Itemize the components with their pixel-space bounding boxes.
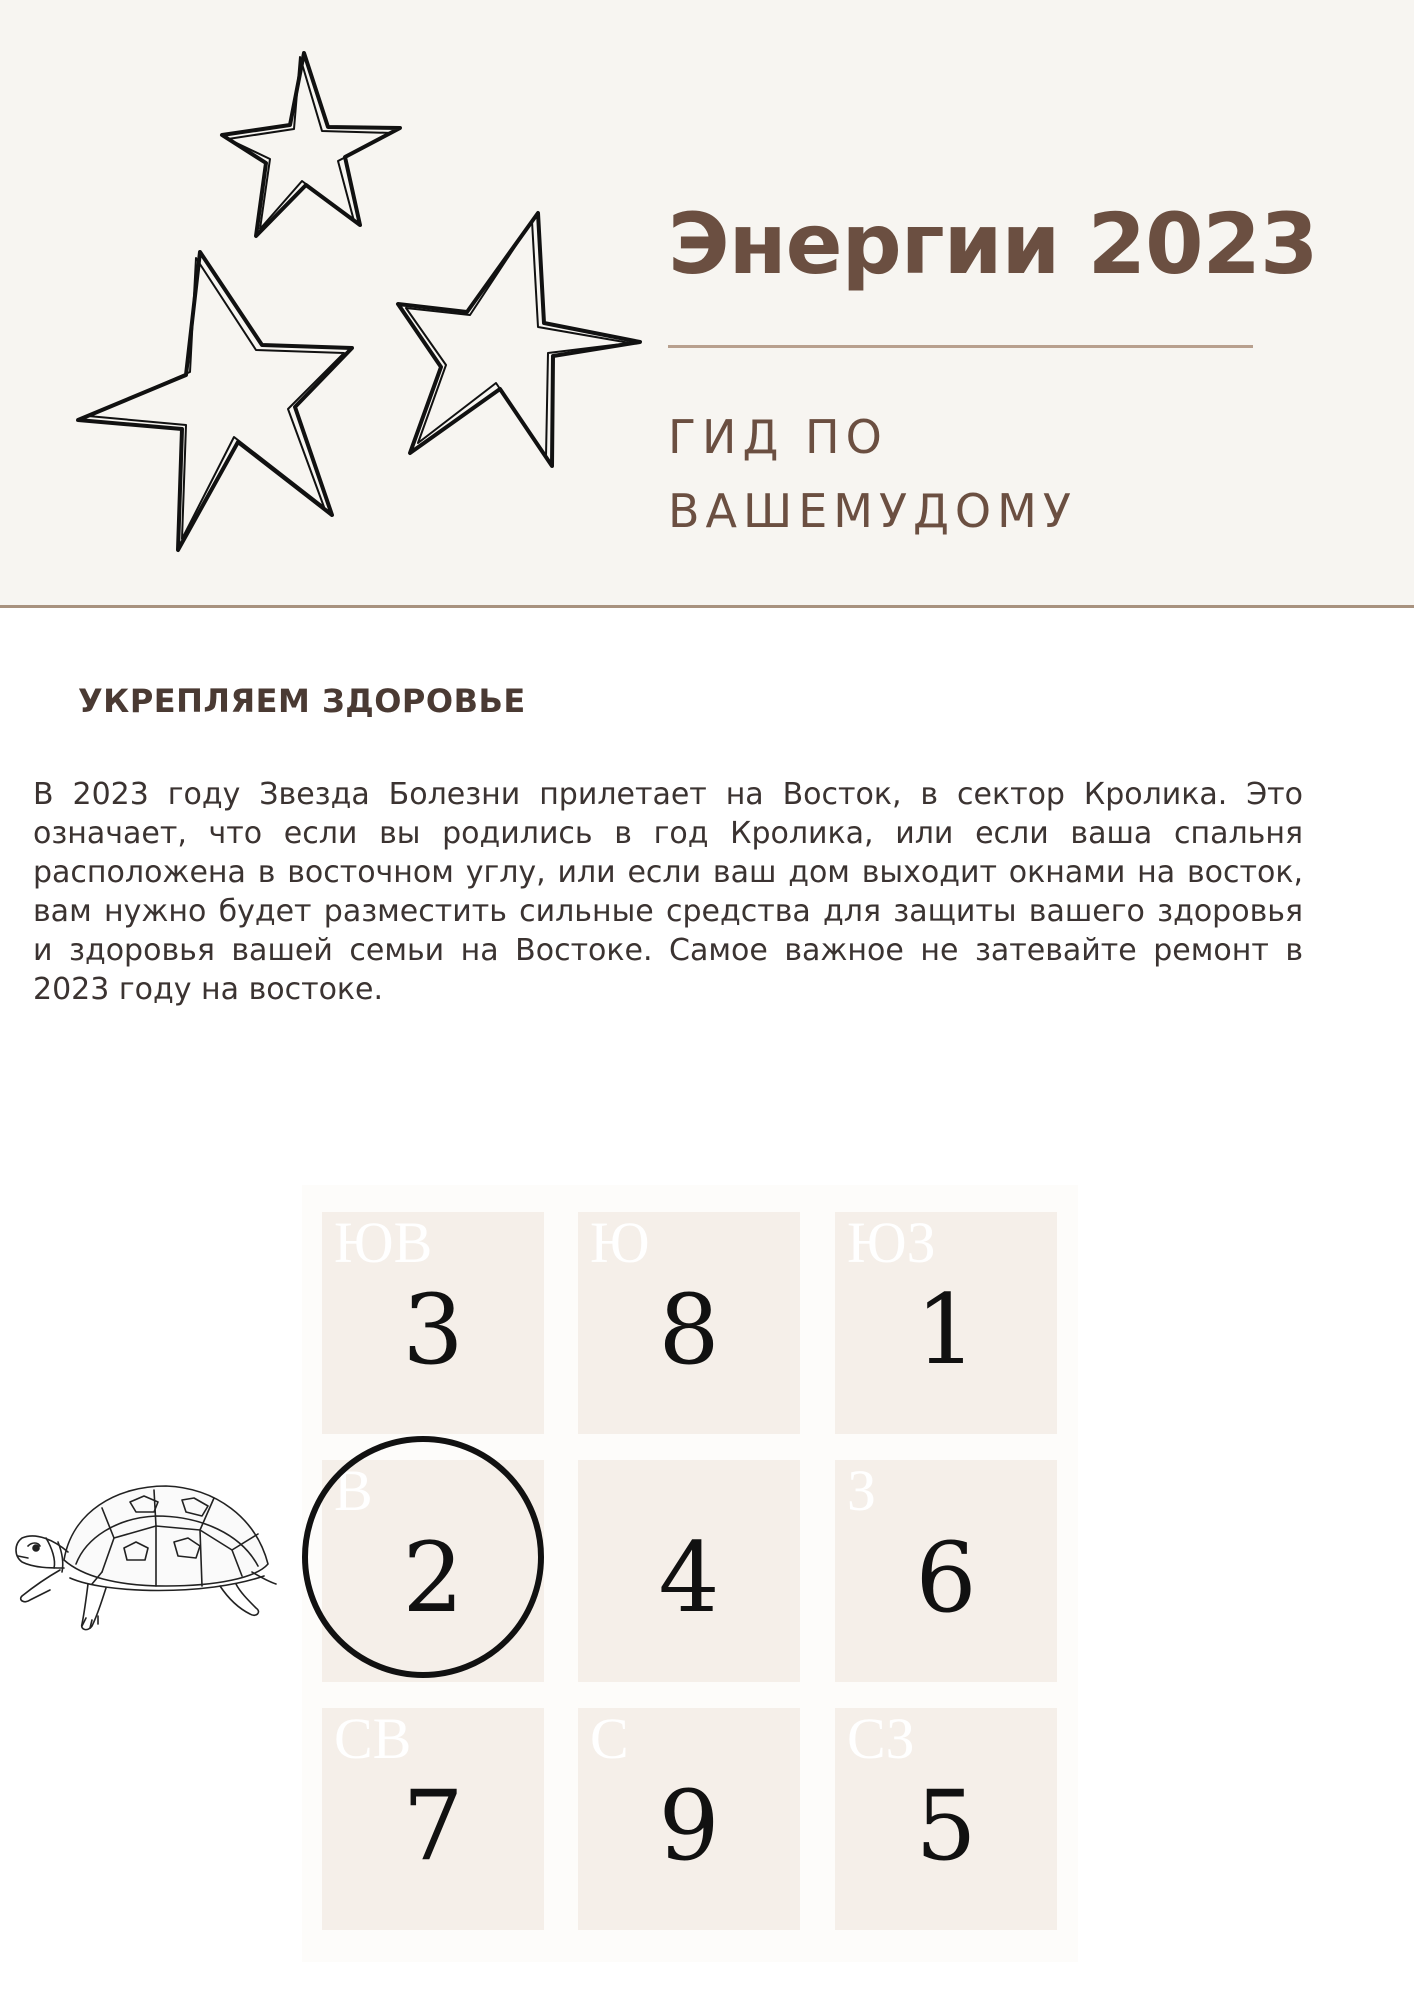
page-title: Энергии 2023	[668, 195, 1318, 293]
cell-direction-label: Ю	[590, 1210, 650, 1275]
star-icon	[78, 252, 352, 550]
cell-number: 5	[915, 1770, 977, 1882]
cell-number: 3	[402, 1274, 464, 1386]
grid-cell-center	[578, 1460, 800, 1682]
cell-direction-label: ЮЗ	[847, 1210, 936, 1275]
section-body-text: В 2023 году Звезда Болезни прилетает на Восток, в сектор Кролика. Это означает, что если вы родились в год Кролика, или если ваша спальня расположена в восточном углу, или если ваш дом выходит окнами на восток, вам нужно будет разместить сильные средства для защиты вашего здоровья и здоровья вашей семьи на Востоке. Самое важное не затевайте ремонт в 2023 году на востоке.	[33, 777, 1303, 1007]
grid-cell-se	[322, 1212, 544, 1434]
cell-number: 6	[915, 1522, 977, 1634]
cell-number: 2	[402, 1522, 464, 1634]
section-heading: УКРЕПЛЯЕМ ЗДОРОВЬЕ	[78, 682, 526, 720]
turtle-icon	[6, 1468, 278, 1646]
cell-number: 9	[658, 1770, 720, 1882]
cell-number: 8	[658, 1274, 720, 1386]
cell-number: 4	[658, 1522, 720, 1634]
header-banner	[0, 0, 1414, 608]
grid-cell-s	[578, 1212, 800, 1434]
grid-cell-nw	[835, 1708, 1057, 1930]
title-divider	[668, 345, 1253, 348]
cell-direction-label: З	[847, 1458, 877, 1523]
cell-number: 7	[402, 1770, 464, 1882]
grid-cell-ne	[322, 1708, 544, 1930]
star-icon	[398, 213, 640, 466]
cell-direction-label: СЗ	[847, 1706, 915, 1771]
page-subtitle: ГИД ПО ВАШЕМУДОМУ	[668, 410, 1077, 538]
stars-illustration	[70, 45, 650, 565]
star-icon	[222, 53, 400, 236]
cell-direction-label: СВ	[334, 1706, 412, 1771]
highlight-circle	[302, 1436, 544, 1678]
cell-direction-label: В	[334, 1458, 373, 1523]
grid-cell-n	[578, 1708, 800, 1930]
grid-cell-sw	[835, 1212, 1057, 1434]
grid-cell-w	[835, 1460, 1057, 1682]
cell-number: 1	[915, 1274, 977, 1386]
cell-direction-label: С	[590, 1706, 629, 1771]
cell-direction-label: ЮВ	[334, 1210, 433, 1275]
